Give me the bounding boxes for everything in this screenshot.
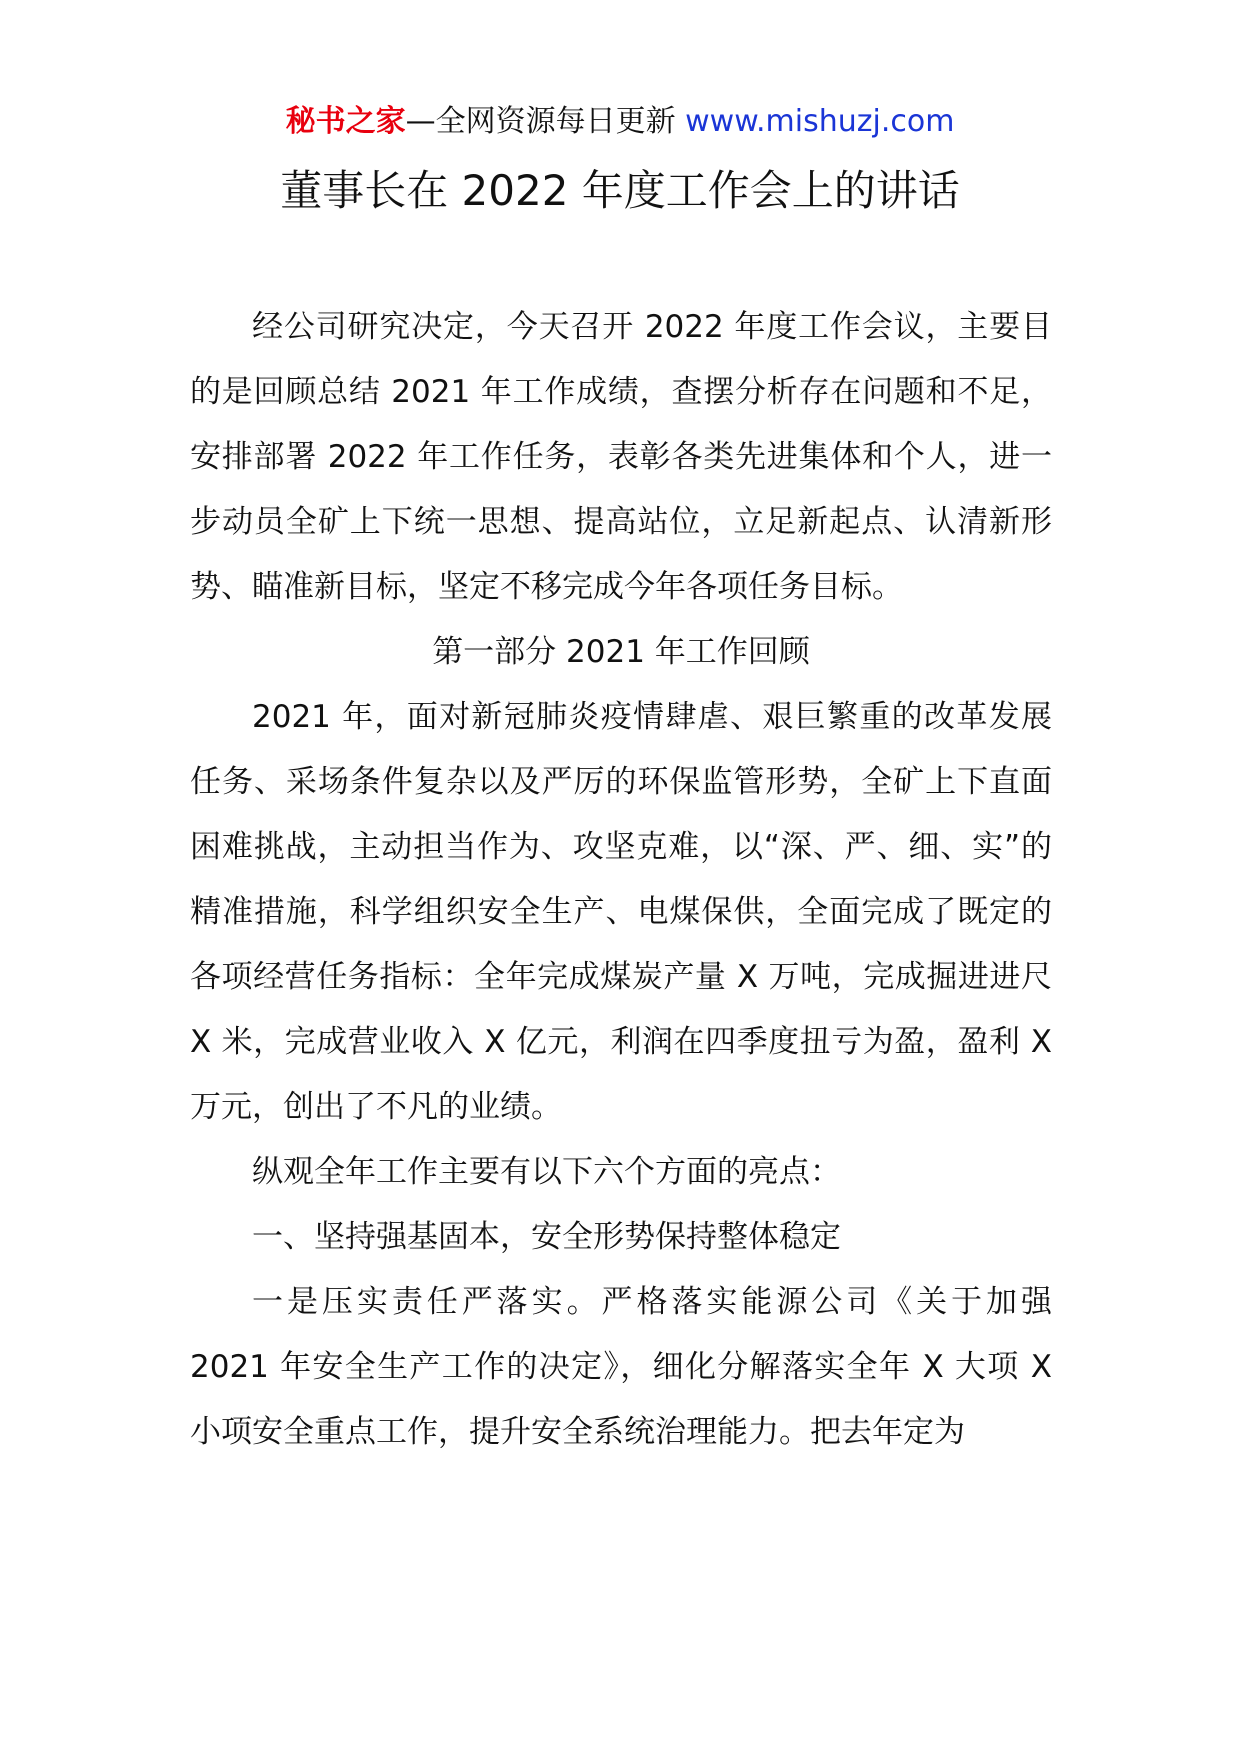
site-url[interactable]: www.mishuzj.com [685,104,955,139]
section-heading: 第一部分 2021 年工作回顾 [432,634,810,670]
site-header [0,102,1240,142]
paragraph-responsibility: 一是压实责任严落实。严格落实能源公司《关于加强 2021 年安全生产工作的决定》，细化分解落实全年 X 大项 X 小项安全重点工作，提升安全系统治理能力。把去年定为 [190,1284,1052,1450]
brand-name: 秘书之家 [285,104,406,139]
document-body [190,295,1052,1465]
paragraph-intro: 经公司研究决定，今天召开 2022 年度工作会议，主要目的是回顾总结 2021 年工作成绩，查摆分析存在问题和不足，安排部署 2022 年工作任务，表彰各类先进集体和个人，进一步动员全矿上下统一思想、提高站位，立足新起点、认清新形势、瞄准新目标，坚定不移完成今年各项任务目标。 [190,309,1052,605]
document-title: 董事长在 2022 年度工作会上的讲话 [280,166,960,215]
paragraph-highlights: 纵观全年工作主要有以下六个方面的亮点： [252,1154,841,1190]
subheading-safety: 一、坚持强基固本，安全形势保持整体稳定 [252,1219,841,1255]
site-slogan: —全网资源每日更新 [405,104,686,139]
paragraph-review: 2021 年，面对新冠肺炎疫情肆虐、艰巨繁重的改革发展任务、采场条件复杂以及严厉的环保监管形势，全矿上下直面困难挑战，主动担当作为、攻坚克难，以“深、严、细、实”的精准措施，科学组织安全生产、电煤保供，全面完成了既定的各项经营任务指标：全年完成煤炭产量 X 万吨，完成掘进进尺 X 米，完成营业收入 X 亿元，利润在四季度扭亏为盈，盈利 X 万元，创出了不凡的业绩。 [190,699,1052,1125]
